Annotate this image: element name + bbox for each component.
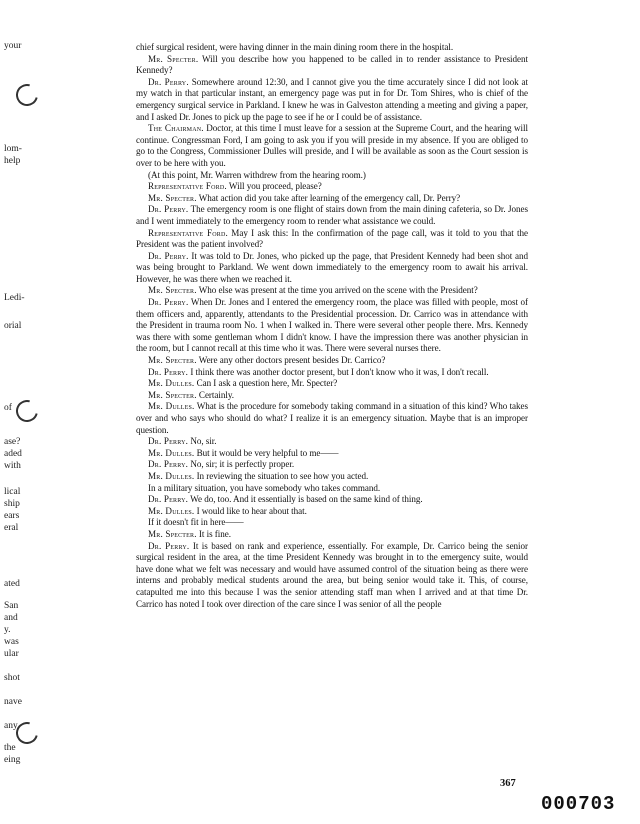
- page-number: 367: [500, 778, 516, 789]
- speaker-name: Mr. Dulles.: [148, 470, 195, 481]
- transcript-paragraph: [136, 77, 528, 123]
- transcript-paragraph: [136, 42, 528, 54]
- speaker-name: Mr. Specter.: [148, 355, 197, 366]
- transcript-paragraph: [136, 355, 528, 367]
- margin-fragment: any,: [4, 721, 20, 731]
- margin-fragment: nave: [4, 697, 22, 707]
- paragraph-text: May I ask this: In the confirmation of the page call, was it told to you that the President was the patient involved?: [136, 227, 528, 250]
- speaker-name: Mr. Dulles.: [148, 447, 195, 458]
- transcript-paragraph: [136, 181, 528, 193]
- margin-fragment: orial: [4, 321, 22, 331]
- margin-fragment: eral: [4, 523, 19, 533]
- paragraph-text: No, sir; it is perfectly proper.: [188, 459, 295, 470]
- paragraph-text: (At this point, Mr. Warren withdrew from the hearing room.): [148, 169, 366, 180]
- transcript-paragraph: [136, 471, 528, 483]
- speaker-name: Mr. Dulles.: [148, 401, 195, 412]
- margin-fragment: ears: [4, 511, 20, 521]
- margin-fragment: shot: [4, 673, 20, 683]
- paragraph-text: Will you proceed, please?: [226, 181, 322, 192]
- speaker-name: Mr. Specter.: [148, 192, 197, 203]
- transcript-paragraph: [136, 367, 528, 379]
- transcript-body: [136, 42, 528, 610]
- speaker-name: Dr. Perry.: [148, 436, 189, 447]
- margin-fragment: ated: [4, 579, 20, 589]
- margin-fragment: ular: [4, 649, 19, 659]
- transcript-paragraph: [136, 494, 528, 506]
- paragraph-text: If it doesn't fit in here——: [148, 517, 244, 528]
- paragraph-text: No, sir.: [188, 436, 217, 447]
- margin-fragment: lical: [4, 487, 21, 497]
- transcript-paragraph: [136, 170, 528, 182]
- speaker-name: Mr. Specter.: [148, 389, 197, 400]
- margin-fragment: aded: [4, 449, 22, 459]
- paragraph-text: Who else was present at the time you arrived on the scene with the President?: [196, 285, 478, 296]
- transcript-paragraph: [136, 123, 528, 169]
- speaker-name: Dr. Perry.: [148, 366, 189, 377]
- transcript-paragraph: [136, 204, 528, 227]
- transcript-paragraph: [136, 517, 528, 529]
- transcript-paragraph: [136, 483, 528, 495]
- paragraph-text: Certainly.: [196, 389, 234, 400]
- transcript-paragraph: [136, 54, 528, 77]
- paragraph-text: It is fine.: [196, 528, 231, 539]
- paragraph-text: What is the procedure for somebody taking command in a situation of this kind? Who takes over and who says who should do what? I realize it is an emergency situation. Maybe that is an improper question.: [136, 401, 529, 435]
- paragraph-text: In reviewing the situation to see how you acted.: [194, 470, 369, 481]
- speaker-name: Mr. Specter.: [148, 285, 197, 296]
- speaker-name: Mr. Dulles.: [148, 505, 195, 516]
- paragraph-text: I would like to hear about that.: [194, 505, 307, 516]
- speaker-name: Mr. Dulles.: [148, 378, 195, 389]
- speaker-name: Mr. Specter.: [148, 528, 197, 539]
- paragraph-text: Will you describe how you happened to be called in to render assistance to President Kennedy?: [136, 53, 528, 76]
- paragraph-text: It was told to Dr. Jones, who picked up the page, that President Kennedy had been shot and was being brought to Parkland. We went down immediately to the emergency room to await his arrival. However, he was there when we reached it.: [136, 250, 529, 284]
- margin-fragment: eing: [4, 755, 21, 765]
- transcript-paragraph: [136, 378, 528, 390]
- margin-fragment: your: [4, 41, 22, 51]
- paragraph-text: It is based on rank and experience, essentially. For example, Dr. Carrico being the senior surgical resident in the area, at the time President Kennedy was brought in to the emergency suite, would have done what we felt was necessary and would have assumed control of the situation being as there were interns and probably medical students around the area, but being senior would take it. This, of course, catapulted me into this because I was the senior attending staff man when I arrived and at that time Dr. Carrico has noted I took over direction of the care since I was senior of all the people: [136, 540, 528, 609]
- paragraph-text: Doctor, at this time I must leave for a session at the Supreme Court, and the hearing will continue. Congressman Ford, I am going to ask you if you will preside in my absence. If you are obliged to go to the Congress, Commissioner Dulles will preside, and I will be available as soon as the Court session is over to be here with you.: [136, 123, 528, 168]
- speaker-name: Mr. Specter.: [148, 53, 199, 64]
- paragraph-text: The emergency room is one flight of stairs down from the main dining cafeteria, so Dr. Jones and I went immediately to the emergency room to render what assistance we could.: [136, 204, 528, 226]
- transcript-paragraph: [136, 448, 528, 460]
- transcript-paragraph: [136, 251, 528, 286]
- speaker-name: Representative Ford.: [148, 227, 228, 238]
- margin-fragment: y.: [4, 625, 11, 635]
- paragraph-text: When Dr. Jones and I entered the emergency room, the place was filled with people, most of them officers and, apparently, attendants to the Presidential procession. Dr. Carrico was in attendance with the President in trauma room No. 1 when I walked in. There were several other people there. Mrs. Kennedy was there with some gentleman whom I didn't know. I have the impression there was another physician in the room, but I cannot recall at this time who it was. There were several nurses there.: [136, 297, 528, 354]
- transcript-paragraph: [136, 401, 528, 436]
- paragraph-text: In a military situation, you have somebody who takes command.: [148, 482, 381, 493]
- transcript-paragraph: [136, 297, 528, 355]
- paragraph-text: Were any other doctors present besides Dr. Carrico?: [196, 355, 386, 366]
- transcript-paragraph: [136, 285, 528, 297]
- margin-fragment: Ledi-: [4, 293, 25, 303]
- transcript-paragraph: [136, 193, 528, 205]
- speaker-name: Dr. Perry.: [148, 540, 190, 551]
- paragraph-text: chief surgical resident, were having dinner in the main dining room there in the hospital.: [136, 42, 454, 52]
- paragraph-text: What action did you take after learning of the emergency call, Dr. Perry?: [196, 192, 461, 203]
- speaker-name: Dr. Perry.: [148, 494, 189, 505]
- speaker-name: Dr. Perry.: [148, 459, 189, 470]
- transcript-paragraph: [136, 529, 528, 541]
- transcript-paragraph: [136, 436, 528, 448]
- margin-fragment: ase?: [4, 437, 21, 447]
- margin-fragment: and: [4, 613, 18, 623]
- speaker-name: Dr. Perry.: [148, 297, 189, 308]
- margin-fragment: with: [4, 461, 21, 471]
- transcript-paragraph: [136, 541, 528, 611]
- document-stamp-number: 000703: [541, 793, 616, 815]
- margin-fragment: of: [4, 403, 12, 413]
- speaker-name: Dr. Perry.: [148, 76, 189, 87]
- paragraph-text: We do, too. And it essentially is based on the same kind of thing.: [188, 494, 423, 505]
- transcript-paragraph: [136, 228, 528, 251]
- margin-fragment: help: [4, 156, 21, 166]
- margin-fragment: lom-: [4, 144, 22, 154]
- paragraph-text: I think there was another doctor present, but I don't know who it was, I don't recall.: [188, 366, 489, 377]
- paragraph-text: Somewhere around 12:30, and I cannot give you the time accurately since I did not look at my watch in that particular instant, an emergency page was put in for Dr. Tom Shires, who is chief of the emergency surgical service in Parkland. I knew he was in Galveston attending a meeting and giving a paper, and I asked Dr. Jones to pick up the page to see if he or I could be of assistance.: [136, 76, 529, 122]
- margin-fragment: the: [4, 743, 16, 753]
- paragraph-text: Can I ask a question here, Mr. Specter?: [194, 378, 338, 389]
- speaker-name: Dr. Perry.: [148, 204, 189, 215]
- transcript-paragraph: [136, 506, 528, 518]
- transcript-paragraph: [136, 390, 528, 402]
- speaker-name: The Chairman.: [148, 123, 204, 134]
- speaker-name: Dr. Perry.: [148, 250, 189, 261]
- margin-fragment: ship: [4, 499, 20, 509]
- speaker-name: Representative Ford.: [148, 181, 227, 192]
- margin-fragment: was: [4, 637, 19, 647]
- margin-fragment: San: [4, 601, 19, 611]
- transcript-paragraph: [136, 459, 528, 471]
- paragraph-text: But it would be very helpful to me——: [194, 447, 339, 458]
